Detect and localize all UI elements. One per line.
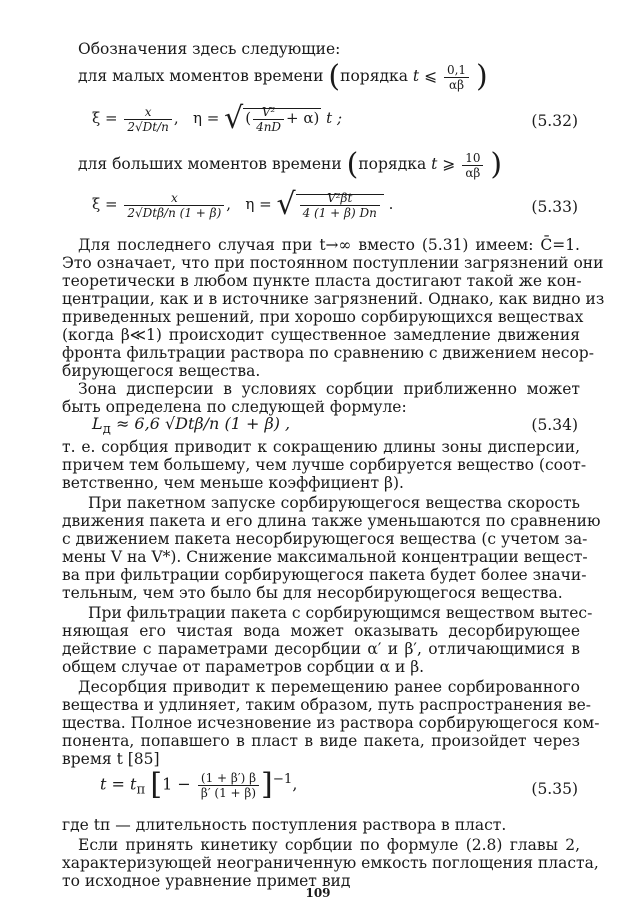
text-line: т. е. сорбция приводит к сокращению длины зоны дисперсии,: [62, 438, 580, 456]
eq533-xi-fraction: $\frac{x}{\text{2√Dtβ/n (1 + β)}}$: [124, 191, 224, 220]
text-line: При фильтрации пакета с сорбирующимся веществом вытес-: [88, 604, 593, 622]
equation-5-32: ξ = $\frac{x}{2√Dt/n}$ , η = √ ( $\frac{\text{V²}}{4nD}$ + α) t ;: [92, 101, 343, 136]
eq534-rhs: ≈ 6,6 √Dtβ/n (1 + β) ,: [115, 414, 291, 433]
text-line: причем тем большему, чем лучше сорбируется вещество (соот-: [62, 456, 587, 474]
eq535-number: (5.35): [531, 780, 578, 798]
text-line: бирующегося вещества.: [62, 362, 261, 380]
paren-open: (: [346, 147, 359, 182]
text-line: Если принять кинетику сорбции по формуле (2.8) главы 2,: [78, 836, 580, 854]
text-line: теоретически в любом пункте пласта достигают такой же кон-: [62, 272, 582, 290]
eq532-xi-fraction: $\frac{x}{2√Dt/n}$: [124, 105, 172, 134]
eq532-tail: t ;: [326, 109, 343, 127]
large-times-order: порядка: [358, 155, 427, 173]
text-line: ва при фильтрации сорбирующегося пакета будет более значи-: [62, 566, 587, 584]
text-line: тельным, чем это было бы для несорбирующегося вещества.: [62, 584, 563, 602]
equation-5-34: [92, 414, 290, 437]
large-times-text: для больших моментов времени: [78, 155, 342, 173]
eq535-lhs: t = t: [100, 774, 137, 794]
text-line: действие с параметрами десорбции α′ и β′, отличающимися в: [62, 640, 580, 658]
small-times-line: для малых моментов времени (порядка t ⩽ $\frac{0,1}{\alpha\beta}$ ): [78, 59, 488, 94]
intro-text: Обозначения здесь следующие:: [78, 40, 341, 58]
text-line: няющая его чистая вода может оказывать десорбирующее: [62, 622, 580, 640]
eq535-fraction: $\frac{(1 + \beta') \beta}{\beta' (1 + \beta)}$: [198, 771, 259, 800]
text-line: фронта фильтрации раствора по сравнению с движением несор-: [62, 344, 594, 362]
text-line: время t [85]: [62, 750, 160, 768]
eq533-number: (5.33): [531, 198, 578, 216]
text-line: Десорбция приводит к перемещению ранее сорбированного: [78, 678, 580, 696]
paren-close: ): [490, 147, 503, 182]
text-line: Это означает, что при постоянном поступлении загрязнений они: [62, 254, 604, 272]
eq532-eta: η =: [192, 109, 220, 127]
large-times-line: для больших моментов времени (порядка t ⩾ $\frac{10}{\alpha\beta}$ ): [78, 147, 503, 182]
eq533-eta: η =: [245, 195, 272, 213]
text-line: понента, попавшего в пласт в виде пакета, произойдет через: [62, 732, 580, 750]
text-line: При пакетном запуске сорбирующегося вещества скорость: [88, 494, 580, 512]
text-line: характеризующей неограниченную емкость поглощения пласта,: [62, 854, 599, 872]
eq534-number: (5.34): [531, 416, 578, 434]
eq533-inner-fraction: $\frac{\text{V²βt}}{4 (1 + \beta) Dn}$: [300, 191, 380, 220]
text-line: движения пакета и его длина также уменьшаются по сравнению: [62, 512, 601, 530]
small-times-bound: $\frac{0,1}{\alpha\beta}$: [444, 63, 469, 92]
eq535-sub: п: [136, 782, 146, 798]
text-line: с движением пакета несорбирующегося вещества (с учетом за-: [62, 530, 588, 548]
eq533-xi: ξ =: [92, 195, 118, 213]
text-line: общем случае от параметров сорбции α и β.: [62, 658, 425, 676]
where-line: где tп — длительность поступления раствора в пласт.: [62, 816, 507, 834]
large-times-bound: $\frac{10}{\alpha\beta}$: [462, 151, 483, 180]
text-line: Зона дисперсии в условиях сорбции приближенно может: [78, 380, 580, 398]
paren-close: ): [476, 59, 488, 94]
text-line: центрации, как и в источнике загрязнений. Однако, как видно из: [62, 290, 605, 308]
small-times-text: для малых моментов времени: [78, 67, 324, 85]
eq532-number: (5.32): [531, 112, 578, 130]
equation-5-33: ξ = $\frac{x}{\text{2√Dtβ/n (1 + β)}}$ , η = √ $\frac{\text{V²βt}}{4 (1 + \beta) Dn}$ .: [92, 187, 394, 222]
text-line: Для последнего случая при t→∞ вместо (5.31) имеем: C̄=1.: [78, 236, 580, 254]
equation-5-35: $t = t_п$ [1 − $\frac{(1 + \beta') \beta}{\beta' (1 + \beta)}$ ]$^{-1}$,: [100, 767, 298, 802]
text-line: то исходное уравнение примет вид: [62, 872, 351, 890]
text-line: приведенных решений, при хорошо сорбирующихся веществах: [62, 308, 584, 326]
text-line: быть определена по следующей формуле:: [62, 398, 407, 416]
paren-open: (: [328, 59, 341, 94]
text-line: вещества и удлиняет, таким образом, путь распространения ве-: [62, 696, 592, 714]
eq532-xi: ξ =: [92, 109, 118, 127]
text-line: (когда β≪1) происходит существенное замедление движения: [62, 326, 580, 344]
small-times-order: порядка: [340, 67, 408, 85]
text-line: щества. Полное исчезновение из раствора сорбирующегося ком-: [62, 714, 600, 732]
text-line: мены V на V*). Снижение максимальной концентрации вещест-: [62, 548, 588, 566]
eq532-inner-fraction: $\frac{\text{V²}}{4nD}$: [253, 105, 284, 134]
page-number: 109: [305, 886, 331, 900]
text-line: ветственно, чем меньше коэффициент β).: [62, 474, 404, 492]
eq534-sub: д: [102, 422, 111, 438]
eq534-lhs: L: [92, 414, 103, 433]
